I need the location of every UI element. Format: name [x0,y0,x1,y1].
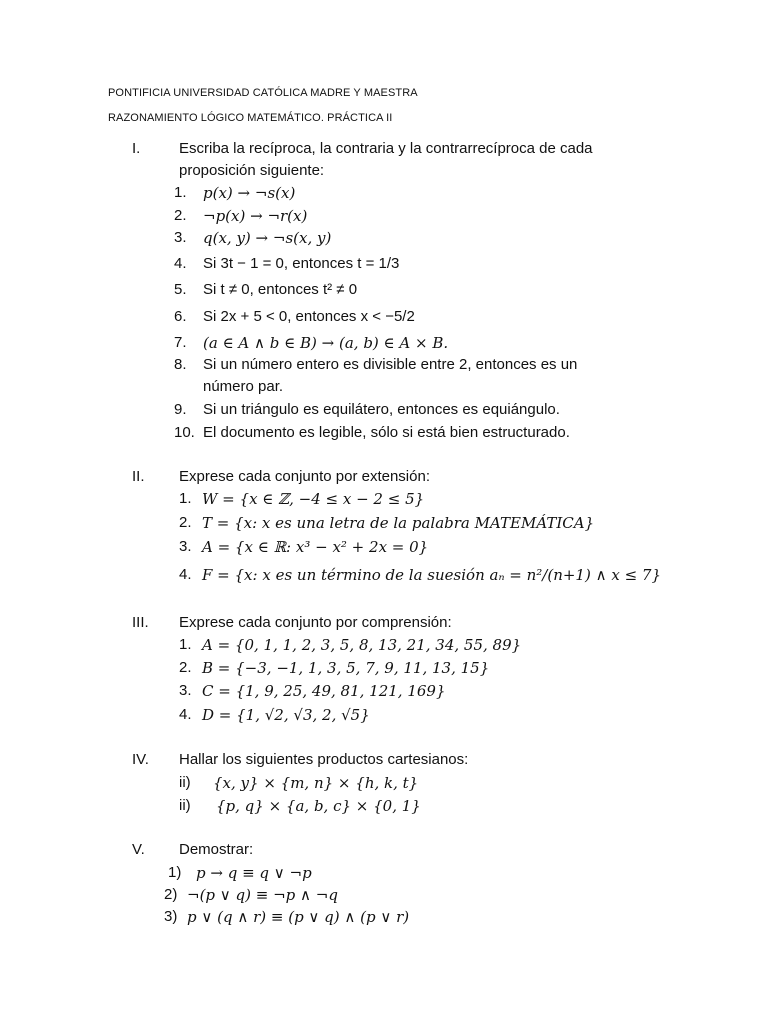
s1-item-6-num: 6. [174,308,187,325]
s3-item-4-text: D = {1, √2, √3, 2, √5} [202,706,370,724]
s1-item-3-text: q(x, y) → ¬s(x, y) [203,229,332,247]
s3-item-1-num: 1. [179,636,192,653]
s4-item-1-num: ii) [179,774,191,791]
s1-item-5-num: 5. [174,281,187,298]
s1-item-8-text: Si un número entero es divisible entre 2, entonces es un [203,356,578,373]
s1-item-1-text: p(x) → ¬s(x) [203,184,296,202]
s2-item-4-text: F = {x: x es un término de la suesión aₙ = n²/(n+1) ∧ x ≤ 7} [202,566,661,584]
s5-item-1-num: 1) [168,864,182,881]
header-course: RAZONAMIENTO LÓGICO MATEMÁTICO. PRÁCTICA II [108,112,393,124]
s3-item-1-text: A = {0, 1, 1, 2, 3, 5, 8, 13, 21, 34, 55, 89} [202,636,522,654]
s3-item-4-num: 4. [179,706,192,723]
s2-item-2-text: T = {x: x es una letra de la palabra MATEMÁTICA} [202,514,595,532]
section-5-title: Demostrar: [179,841,254,858]
s4-item-2-num: ii) [179,797,191,814]
s1-item-4-num: 4. [174,255,187,272]
s5-item-2-text: ¬(p ∨ q) ≡ ¬p ∧ ¬q [187,886,338,904]
s2-item-3-num: 3. [179,538,192,555]
s2-item-1-num: 1. [179,490,192,507]
s1-item-10-num: 10. [174,424,195,441]
section-1-title-line-2: proposición siguiente: [179,162,325,179]
s3-item-3-num: 3. [179,682,192,699]
s1-item-9-num: 9. [174,401,187,418]
s1-item-7-num: 7. [174,334,187,351]
s1-item-8-text-continued: número par. [203,378,284,395]
section-5-numeral: V. [132,841,145,858]
section-1-title-line-1: Escriba la recíproca, la contraria y la contrarrecíproca de cada [179,140,593,157]
s1-item-2-num: 2. [174,207,187,224]
s3-item-2-text: B = {−3, −1, 1, 3, 5, 7, 9, 11, 13, 15} [202,659,490,677]
s1-item-8-num: 8. [174,356,187,373]
s3-item-2-num: 2. [179,659,192,676]
s2-item-2-num: 2. [179,514,192,531]
s5-item-2-num: 2) [164,886,178,903]
section-3-title: Exprese cada conjunto por comprensión: [179,614,452,631]
section-2-numeral: II. [132,468,145,485]
s5-item-3-num: 3) [164,908,178,925]
s1-item-6-text: Si 2x + 5 < 0, entonces x < −5/2 [203,308,415,325]
s1-item-1-num: 1. [174,184,187,201]
s1-item-7-text: (a ∈ A ∧ b ∈ B) → (a, b) ∈ A × B. [203,334,449,352]
s1-item-9-text: Si un triángulo es equilátero, entonces es equiángulo. [203,401,560,418]
s2-item-3-text: A = {x ∈ ℝ: x³ − x² + 2x = 0} [202,538,429,556]
section-2-title: Exprese cada conjunto por extensión: [179,468,430,485]
s4-item-1-text: {x, y} × {m, n} × {h, k, t} [213,774,419,792]
s1-item-2-text: ¬p(x) → ¬r(x) [203,207,308,225]
s2-item-4-num: 4. [179,566,192,583]
header-university: PONTIFICIA UNIVERSIDAD CATÓLICA MADRE Y MAESTRA [108,87,418,99]
section-3-numeral: III. [132,614,149,631]
s3-item-3-text: C = {1, 9, 25, 49, 81, 121, 169} [202,682,446,700]
s1-item-5-text: Si t ≠ 0, entonces t² ≠ 0 [203,281,358,298]
s2-item-1-text: W = {x ∈ ℤ, −4 ≤ x − 2 ≤ 5} [202,490,425,508]
s5-item-1-text: p → q ≡ q ∨ ¬p [196,864,312,882]
s5-item-3-text: p ∨ (q ∧ r) ≡ (p ∨ q) ∧ (p ∨ r) [187,908,410,926]
s1-item-10-text: El documento es legible, sólo si está bien estructurado. [203,424,570,441]
s4-item-2-text: {p, q} × {a, b, c} × {0, 1} [216,797,421,815]
s1-item-3-num: 3. [174,229,187,246]
s1-item-4-text: Si 3t − 1 = 0, entonces t = 1/3 [203,255,400,272]
section-4-title: Hallar los siguientes productos cartesianos: [179,751,469,768]
section-1-numeral: I. [132,140,141,157]
section-4-numeral: IV. [132,751,149,768]
